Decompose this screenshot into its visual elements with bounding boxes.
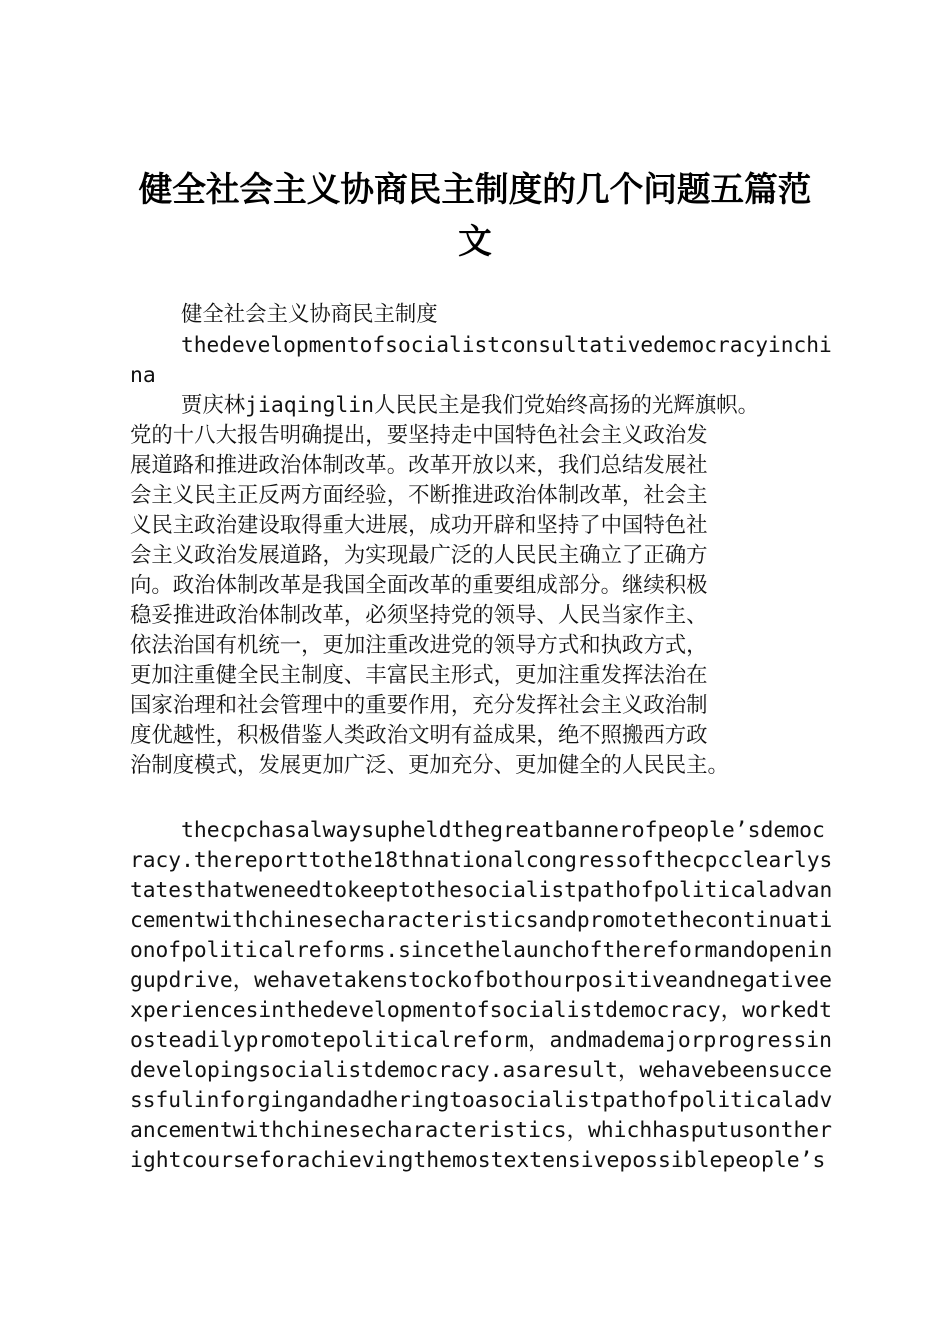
paragraph-en-line: ightcourseforachievingthemostextensivepossiblepeople’s — [130, 1148, 826, 1173]
paragraph-en-line: onofpoliticalreforms.sincethelaunchofthereformandopenin — [130, 938, 833, 963]
document-title-line-1: 健全社会主义协商民主制度的几个问题五篇范 — [138, 170, 812, 210]
paragraph-cn-line: 治制度模式，发展更加广泛、更加充分、更加健全的人民民主。 — [130, 753, 729, 778]
paragraph-en-line: tatesthatweneedtokeeptothesocialistpathofpoliticaladvan — [130, 878, 833, 903]
paragraph-cn-line: 展道路和推进政治体制改革。改革开放以来，我们总结发展社 — [130, 453, 708, 478]
paragraph-cn-line: 依法治国有机统一，更加注重改进党的领导方式和执政方式， — [130, 633, 708, 658]
paragraph-en-line: cementwithchinesecharacteristicsandpromotethecontinuati — [130, 908, 833, 933]
paragraph-en-line: gupdrive，wehavetakenstockofbothourpositiveandnegativee — [130, 968, 832, 993]
paragraph-en-line: thecpchasalwaysupheldthegreatbannerofpeople’sdemoc — [181, 818, 825, 843]
paragraph-en-line: ancementwithchinesecharacteristics，whichhasputusonther — [130, 1118, 832, 1143]
paragraph-cn-line: 更加注重健全民主制度、丰富民主形式，更加注重发挥法治在 — [130, 663, 708, 688]
paragraph-cn-line: 国家治理和社会管理中的重要作用，充分发挥社会主义政治制 — [130, 693, 708, 718]
paragraph-cn-line: 党的十八大报告明确提出，要坚持走中国特色社会主义政治发 — [130, 423, 708, 448]
paragraph-cn-line: 义民主政治建设取得重大进展，成功开辟和坚持了中国特色社 — [130, 513, 708, 538]
paragraph-en-line: racy.thereporttothe18thnationalcongressofthecpcclearlys — [130, 848, 833, 873]
paragraph-cn-line: 会主义民主正反两方面经验，不断推进政治体制改革，社会主 — [130, 483, 708, 508]
paragraph-cn-line: 向。政治体制改革是我国全面改革的重要组成部分。继续积极 — [130, 573, 708, 598]
paragraph-cn-line: 会主义政治发展道路，为实现最广泛的人民民主确立了正确方 — [130, 543, 708, 568]
paragraph-cn-line: 稳妥推进政治体制改革，必须坚持党的领导、人民当家作主、 — [130, 603, 708, 628]
paragraph-en-line: xperiencesinthedevelopmentofsocialistdemocracy，workedt — [130, 998, 832, 1023]
subtitle-chinese: 健全社会主义协商民主制度 — [181, 302, 438, 327]
paragraph-en-line: developingsocialistdemocracy.asaresult，wehavebeensucce — [130, 1058, 832, 1083]
subtitle-english-line-2: na — [130, 363, 156, 388]
paragraph-cn-line: 贾庆林jiaqinglin人民民主是我们党始终高扬的光辉旗帜。 — [181, 393, 759, 418]
paragraph-en-line: osteadilypromotepoliticalreform，andmademajorprogressin — [130, 1028, 832, 1053]
paragraph-en-line: ssfulinforgingandadheringtoasocialistpathofpoliticaladv — [130, 1088, 833, 1113]
document-title-line-2: 文 — [458, 222, 492, 262]
paragraph-cn-line: 度优越性，积极借鉴人类政治文明有益成果，绝不照搬西方政 — [130, 723, 708, 748]
subtitle-english-line-1: thedevelopmentofsocialistconsultativedemocracyinchi — [181, 333, 832, 358]
